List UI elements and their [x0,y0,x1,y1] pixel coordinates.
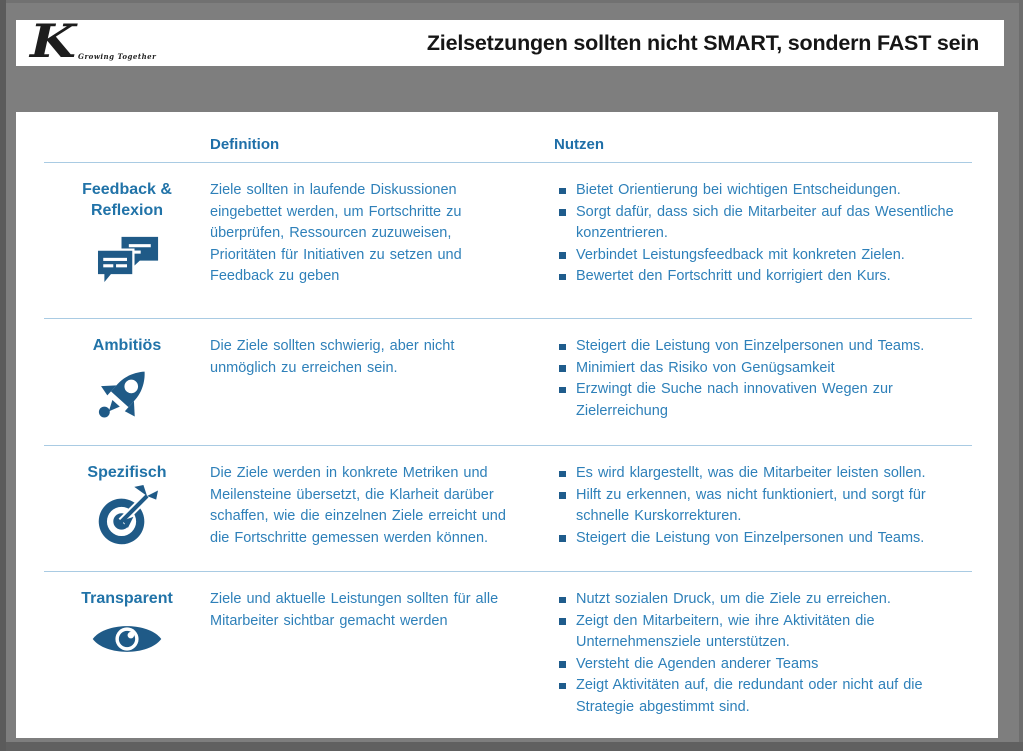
bullet-text: Nutzt sozialen Druck, um die Ziele zu erreichen. [576,591,891,607]
row-ambitioes-label-cell [44,319,210,446]
logo-tagline: Growing Together [78,52,157,61]
bullet-text: Hilft zu erkennen, was nicht funktioniert, und sorgt für schnelle Kurskorrekturen. [576,486,926,524]
row-spezifisch-label-cell [44,446,210,572]
list-item [556,485,966,528]
list-item [556,463,966,485]
bullet-square-icon [559,387,566,394]
eye-icon [91,619,163,659]
column-header-definition: Definition [210,112,554,163]
bullet-text: Steigert die Leistung von Einzelpersonen und Teams. [576,529,925,546]
bullet-square-icon [559,274,566,281]
definition-feedback: Ziele sollten in laufende Diskussionen eingebettet werden, um Fortschritte zu überprüfen, Ressourcen zuzuweisen, Prioritäten für Initiativen zu setzen und Feedback zu geben [210,163,554,319]
logo-k-monogram: K [30,14,76,68]
bullet-square-icon [559,209,566,216]
bullet-text: Minimiert das Risiko von Genügsamkeit [576,359,835,376]
header-bar [16,14,1004,68]
definition-transparent: Ziele und aktuelle Leistungen sollten für alle Mitarbeiter sichtbar gemacht werden [210,591,499,629]
row-label: Spezifisch [87,464,167,481]
nutzen-list [554,163,972,288]
column-header-nutzen: Nutzen [554,112,972,163]
nutzen-feedback [554,163,972,319]
list-item [556,654,966,676]
list-item [556,528,966,550]
row-label: Feedback & Reflexion [82,181,172,219]
bullet-text: Steigert die Leistung von Einzelpersonen und Teams. [576,338,925,354]
bullet-square-icon [559,535,566,542]
bullet-text: Zeigt den Mitarbeitern, wie ihre Aktivitäten die Unternehmensziele unterstützen. [576,612,875,650]
list-item [556,266,966,288]
list-item [556,379,966,422]
fast-table [16,112,998,738]
bullet-square-icon [559,661,566,668]
list-item [556,589,966,611]
bullet-square-icon [559,252,566,259]
row-transparent-label-cell [44,572,210,738]
bullet-square-icon [559,188,566,195]
bullet-square-icon [559,344,566,351]
definition-spezifisch: Die Ziele werden in konkrete Metriken und Meilensteine übersetzt, die Klarheit darüber schaffen, wie die einzelnen Ziele erreicht und die Fortschritte gemessen werden können. [210,446,554,572]
bullet-text: Bewertet den Fortschritt und korrigiert den Kurs. [576,268,891,284]
bullet-square-icon [559,683,566,690]
list-item [556,358,966,380]
nutzen-list [554,446,972,549]
row-label: Transparent [81,590,173,607]
bullet-square-icon [559,365,566,372]
bullet-square-icon [559,597,566,604]
nutzen-spezifisch [554,446,972,572]
bullet-square-icon [559,618,566,625]
content-panel [16,112,998,738]
bullet-text: Sorgt dafür, dass sich die Mitarbeiter auf das Wesentliche konzentrieren. [576,203,954,241]
bullet-text: Versteht die Agenden anderer Teams [576,655,819,672]
nutzen-ambitioes [554,319,972,446]
row-feedback-label-cell [44,163,210,319]
list-item [556,180,966,202]
nutzen-list [554,319,972,422]
bullet-text: Es wird klargestellt, was die Mitarbeiter leisten sollen. [576,465,926,481]
bullet-text: Bietet Orientierung bei wichtigen Entscheidungen. [576,182,901,198]
chat-bubbles-icon [94,235,160,288]
bullet-square-icon [559,471,566,478]
bullet-text: Erzwingt die Suche nach innovativen Wegen zur Zielerreichung [576,381,893,419]
definition-ambitioes: Die Ziele sollten schwierig, aber nicht unmöglich zu erreichen sein. [210,319,554,446]
rocket-icon [98,364,156,422]
target-arrow-icon [96,485,158,547]
corner-cell [44,112,210,163]
list-item [556,245,966,267]
list-item [556,611,966,654]
bullet-square-icon [559,492,566,499]
nutzen-list [554,572,972,718]
list-item [556,336,966,358]
list-item [556,675,966,718]
bullet-text: Zeigt Aktivitäten auf, die redundant oder nicht auf die Strategie abgestimmt sind. [576,677,923,715]
slide-title: Zielsetzungen sollten nicht SMART, sondern FAST sein [426,30,980,55]
list-item [556,202,966,245]
bullet-text: Verbindet Leistungsfeedback mit konkreten Zielen. [576,246,905,263]
nutzen-transparent [554,572,972,738]
row-label: Ambitiös [92,337,162,354]
company-logo [22,14,172,68]
